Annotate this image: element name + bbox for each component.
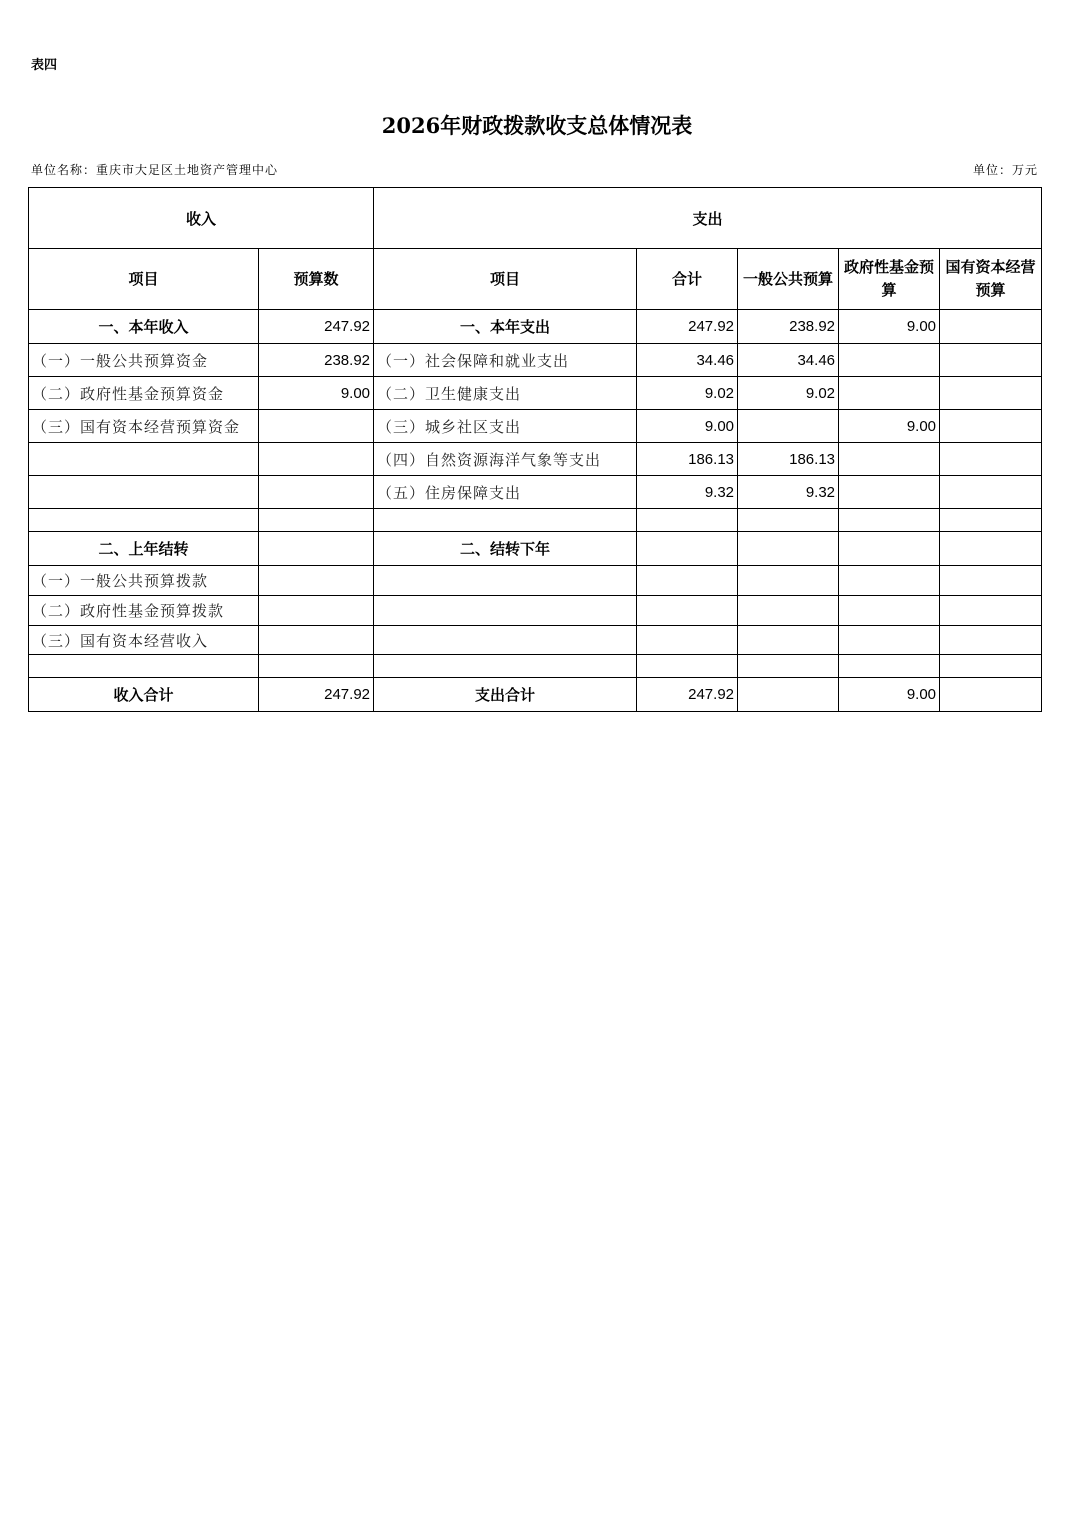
income-value-cell: 9.00 (259, 377, 374, 410)
expense-item-cell: （一）社会保障和就业支出 (374, 344, 637, 377)
table-row (29, 566, 1042, 596)
col-header-total: 合计 (637, 249, 738, 310)
expense-header: 支出 (374, 188, 1042, 249)
table-id: 表四 (31, 58, 58, 73)
expense-item-cell: （四）自然资源海洋气象等支出 (374, 443, 637, 476)
state-capital-budget-cell (940, 626, 1042, 655)
col-header-item: 项目 (29, 249, 259, 310)
expense-total-cell: 186.13 (637, 443, 738, 476)
income-item-cell: （二）政府性基金预算资金 (29, 377, 259, 410)
state-capital-budget-cell (940, 310, 1042, 344)
unit-label: 单位：万元 (972, 163, 1038, 177)
expense-item-cell (374, 626, 637, 655)
gov-fund-budget-cell (839, 655, 940, 678)
expense-item-cell: （三）城乡社区支出 (374, 410, 637, 443)
budget-table (28, 187, 1042, 712)
income-value-cell (259, 443, 374, 476)
gov-fund-budget-cell: 9.00 (839, 678, 940, 712)
table-row (29, 509, 1042, 532)
state-capital-budget-cell (940, 566, 1042, 596)
general-budget-cell (738, 626, 839, 655)
table-row (29, 443, 1042, 476)
state-capital-budget-cell (940, 678, 1042, 712)
general-budget-cell (738, 566, 839, 596)
gov-fund-budget-cell (839, 443, 940, 476)
expense-total-cell (637, 509, 738, 532)
general-budget-cell: 34.46 (738, 344, 839, 377)
income-item-cell: 收入合计 (29, 678, 259, 712)
state-capital-budget-cell (940, 509, 1042, 532)
expense-total-cell (637, 626, 738, 655)
expense-item-cell: 一、本年支出 (374, 310, 637, 344)
expense-item-cell (374, 596, 637, 626)
expense-total-cell: 9.02 (637, 377, 738, 410)
expense-total-cell (637, 655, 738, 678)
income-value-cell (259, 410, 374, 443)
income-item-cell (29, 443, 259, 476)
gov-fund-budget-cell (839, 344, 940, 377)
col-header-gov-fund-budget: 政府性基金预算 (839, 249, 940, 310)
income-value-cell: 238.92 (259, 344, 374, 377)
income-value-cell: 247.92 (259, 678, 374, 712)
expense-item-cell: （二）卫生健康支出 (374, 377, 637, 410)
table-row (29, 344, 1042, 377)
state-capital-budget-cell (940, 344, 1042, 377)
general-budget-cell: 186.13 (738, 443, 839, 476)
expense-total-cell (637, 566, 738, 596)
gov-fund-budget-cell (839, 377, 940, 410)
general-budget-cell (738, 655, 839, 678)
gov-fund-budget-cell (839, 532, 940, 566)
income-item-cell: （三）国有资本经营预算资金 (29, 410, 259, 443)
income-item-cell: （一）一般公共预算拨款 (29, 566, 259, 596)
income-item-cell: （二）政府性基金预算拨款 (29, 596, 259, 626)
expense-total-cell: 247.92 (637, 678, 738, 712)
general-budget-cell (738, 410, 839, 443)
income-item-cell (29, 476, 259, 509)
table-row (29, 655, 1042, 678)
state-capital-budget-cell (940, 532, 1042, 566)
income-value-cell (259, 476, 374, 509)
expense-item-cell: （五）住房保障支出 (374, 476, 637, 509)
income-item-cell (29, 655, 259, 678)
expense-total-cell: 9.32 (637, 476, 738, 509)
general-budget-cell: 9.32 (738, 476, 839, 509)
expense-total-cell: 9.00 (637, 410, 738, 443)
expense-item-cell (374, 566, 637, 596)
gov-fund-budget-cell (839, 596, 940, 626)
income-item-cell: （一）一般公共预算资金 (29, 344, 259, 377)
table-row (29, 596, 1042, 626)
table-row (29, 377, 1042, 410)
expense-item-cell: 支出合计 (374, 678, 637, 712)
total-row (29, 678, 1042, 712)
gov-fund-budget-cell (839, 476, 940, 509)
income-value-cell (259, 532, 374, 566)
income-item-cell: （三）国有资本经营收入 (29, 626, 259, 655)
col-header-budget: 预算数 (259, 249, 374, 310)
income-value-cell (259, 655, 374, 678)
general-budget-cell: 9.02 (738, 377, 839, 410)
gov-fund-budget-cell: 9.00 (839, 310, 940, 344)
expense-item-cell: 二、结转下年 (374, 532, 637, 566)
general-budget-cell (738, 532, 839, 566)
income-value-cell (259, 566, 374, 596)
table-row (29, 476, 1042, 509)
expense-total-cell (637, 532, 738, 566)
expense-item-cell (374, 655, 637, 678)
table-row (29, 410, 1042, 443)
col-header-state-capital-budget: 国有资本经营预算 (940, 249, 1042, 310)
page-title: 2026年财政拨款收支总体情况表 (381, 113, 693, 138)
expense-total-cell: 34.46 (637, 344, 738, 377)
gov-fund-budget-cell (839, 566, 940, 596)
gov-fund-budget-cell (839, 509, 940, 532)
state-capital-budget-cell (940, 596, 1042, 626)
income-value-cell: 247.92 (259, 310, 374, 344)
expense-total-cell (637, 596, 738, 626)
state-capital-budget-cell (940, 443, 1042, 476)
state-capital-budget-cell (940, 377, 1042, 410)
state-capital-budget-cell (940, 410, 1042, 443)
income-value-cell (259, 596, 374, 626)
general-budget-cell (738, 596, 839, 626)
col-header-expense-item: 项目 (374, 249, 637, 310)
table-row (29, 532, 1042, 566)
state-capital-budget-cell (940, 476, 1042, 509)
expense-total-cell: 247.92 (637, 310, 738, 344)
unit-name: 单位名称：重庆市大足区土地资产管理中心 (31, 163, 279, 177)
income-item-cell (29, 509, 259, 532)
col-header-general-budget: 一般公共预算 (738, 249, 839, 310)
state-capital-budget-cell (940, 655, 1042, 678)
table-row (29, 626, 1042, 655)
gov-fund-budget-cell (839, 626, 940, 655)
table-row (29, 310, 1042, 344)
income-item-cell: 一、本年收入 (29, 310, 259, 344)
general-budget-cell (738, 678, 839, 712)
gov-fund-budget-cell: 9.00 (839, 410, 940, 443)
expense-item-cell (374, 509, 637, 532)
header-row-columns (29, 249, 1042, 310)
income-header: 收入 (29, 188, 374, 249)
income-item-cell: 二、上年结转 (29, 532, 259, 566)
income-value-cell (259, 509, 374, 532)
header-row-groups (29, 188, 1042, 249)
income-value-cell (259, 626, 374, 655)
general-budget-cell: 238.92 (738, 310, 839, 344)
general-budget-cell (738, 509, 839, 532)
